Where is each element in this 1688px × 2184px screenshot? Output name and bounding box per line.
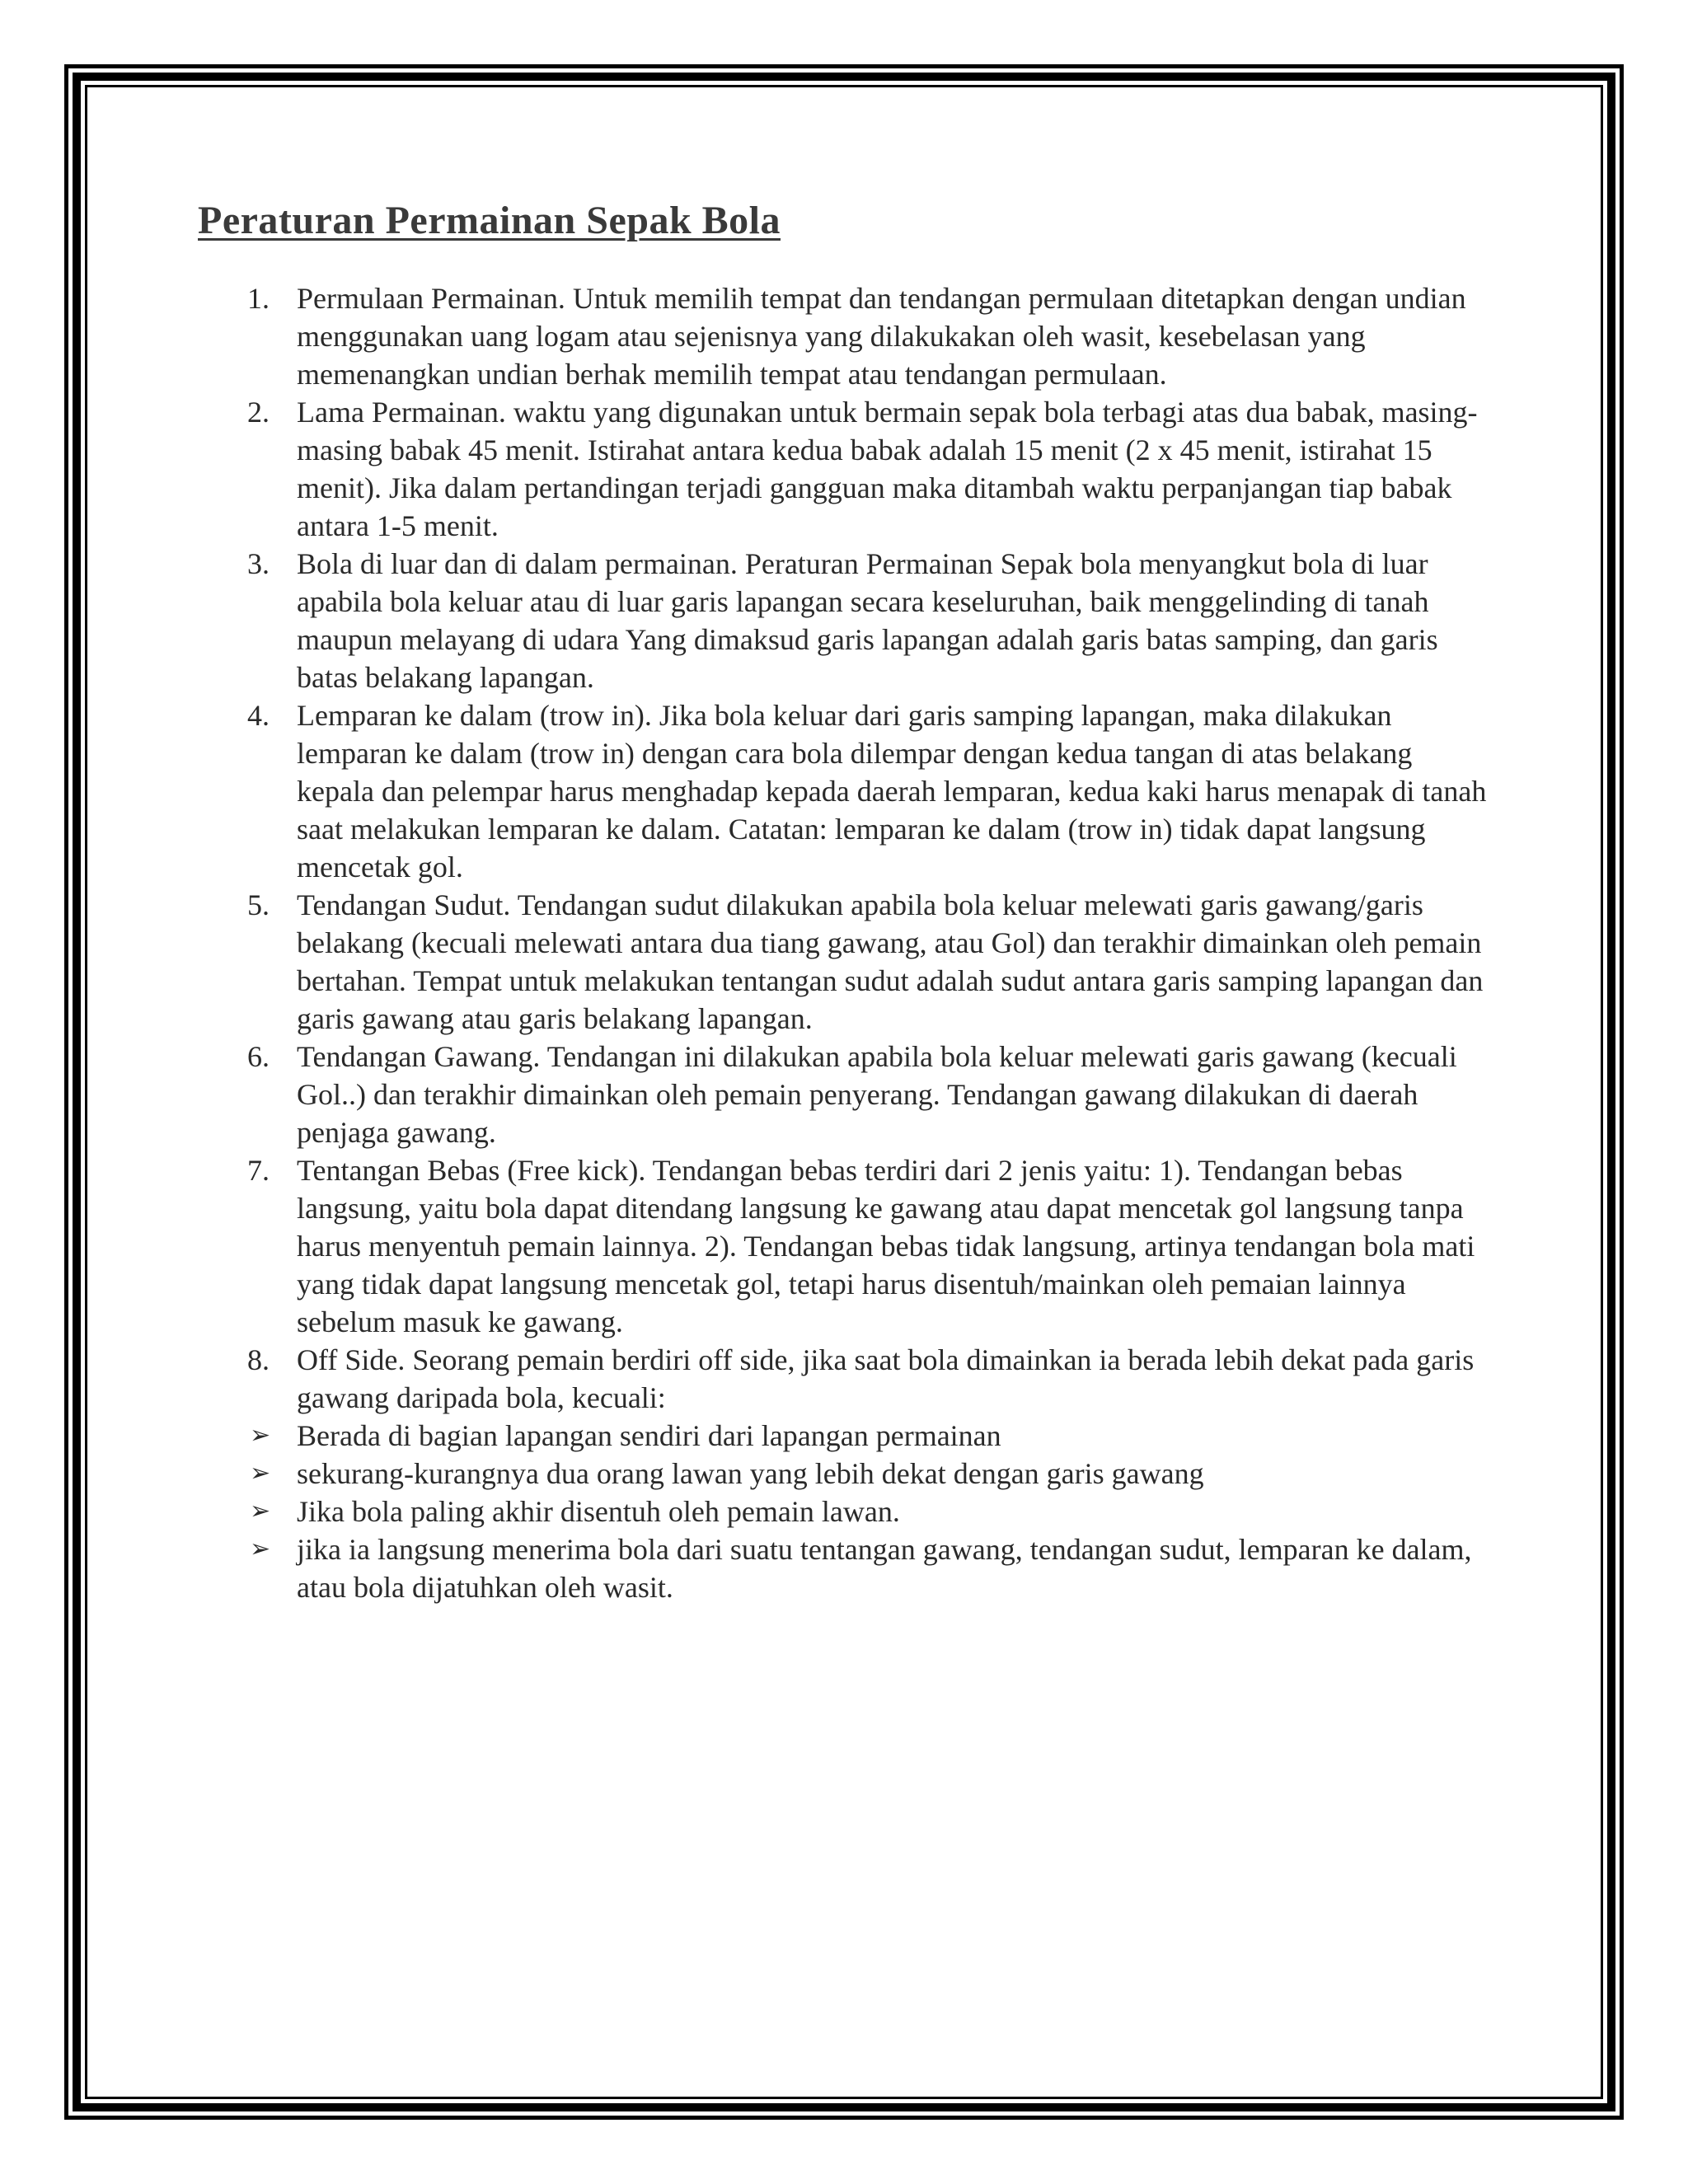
rule-number: 6. [247, 1040, 270, 1073]
rule-text: Off Side. Seorang pemain berdiri off side, jika saat bola dimainkan ia berada lebih dekat pada garis gawang daripada bola, kecuali: [297, 1343, 1475, 1414]
rule-item [198, 1341, 1492, 1417]
rule-item [198, 696, 1492, 886]
document-page [198, 198, 1517, 1606]
rule-item [198, 886, 1492, 1038]
rule-number: 8. [247, 1343, 270, 1376]
document-title: Peraturan Permainan Sepak Bola [198, 199, 781, 242]
rule-number: 5. [247, 888, 270, 921]
arrowhead-bullet-icon: ➢ [250, 1497, 271, 1526]
rule-number: 7. [247, 1154, 270, 1187]
offside-exception-item [198, 1455, 1492, 1493]
offside-exception-text: jika ia langsung menerima bola dari suatu tentangan gawang, tendangan sudut, lemparan ke dalam, atau bola dijatuhkan oleh wasit. [297, 1533, 1472, 1604]
arrowhead-bullet-icon: ➢ [250, 1535, 271, 1563]
rule-text: Tendangan Sudut. Tendangan sudut dilakukan apabila bola keluar melewati garis gawang/garis belakang (kecuali melewati antara dua tiang gawang, atau Gol) dan terakhir dimainkan oleh pemain bertahan. Tempat untuk melakukan tentangan sudut adalah sudut antara garis samping lapangan dan garis gawang atau garis belakang lapangan. [297, 888, 1484, 1035]
rule-text: Permulaan Permainan. Untuk memilih tempat dan tendangan permulaan ditetapkan dengan undian menggunakan uang logam atau sejenisnya yang dilakukakan oleh wasit, kesebelasan yang memenangkan undian berhak memilih tempat atau tendangan permulaan. [297, 282, 1466, 391]
rule-text: Tendangan Gawang. Tendangan ini dilakukan apabila bola keluar melewati garis gawang (kecuali Gol..) dan terakhir dimainkan oleh pemain penyerang. Tendangan gawang dilakukan di daerah penjaga gawang. [297, 1040, 1457, 1149]
rule-text: Tentangan Bebas (Free kick). Tendangan bebas terdiri dari 2 jenis yaitu: 1). Tendangan bebas langsung, yaitu bola dapat ditendang langsung ke gawang atau dapat mencetak gol langsung tanpa harus menyentuh pemain lainnya. 2). Tendangan bebas tidak langsung, artinya tendangan bola mati yang tidak dapat langsung mencetak gol, tetapi harus disentuh/mainkan oleh pemaian lainnya sebelum masuk ke gawang. [297, 1154, 1475, 1338]
rule-item [198, 279, 1492, 393]
rule-number: 2. [247, 396, 270, 429]
rule-number: 4. [247, 699, 270, 732]
rule-number: 1. [247, 282, 270, 315]
offside-exception-text: sekurang-kurangnya dua orang lawan yang lebih dekat dengan garis gawang [297, 1457, 1204, 1490]
arrowhead-bullet-icon: ➢ [250, 1421, 271, 1450]
rule-text: Lama Permainan. waktu yang digunakan untuk bermain sepak bola terbagi atas dua babak, masing-masing babak 45 menit. Istirahat antara kedua babak adalah 15 menit (2 x 45 menit, istirahat 15 menit). Jika dalam pertandingan terjadi gangguan maka ditambah waktu perpanjangan tiap babak antara 1-5 menit. [297, 396, 1478, 542]
rules-list [198, 279, 1517, 1417]
offside-exception-text: Jika bola paling akhir disentuh oleh pemain lawan. [297, 1495, 900, 1528]
rule-item [198, 1038, 1492, 1151]
offside-exception-item [198, 1493, 1492, 1530]
arrowhead-bullet-icon: ➢ [250, 1459, 271, 1488]
rule-item [198, 1151, 1492, 1341]
rule-item [198, 393, 1492, 545]
rule-number: 3. [247, 547, 270, 580]
offside-exception-item [198, 1417, 1492, 1455]
rule-text: Lemparan ke dalam (trow in). Jika bola keluar dari garis samping lapangan, maka dilakukan lemparan ke dalam (trow in) dengan cara bola dilempar dengan kedua tangan di atas belakang kepala dan pelempar harus menghadap kepada daerah lemparan, kedua kaki harus menapak di tanah saat melakukan lemparan ke dalam. Catatan: lemparan ke dalam (trow in) tidak dapat langsung mencetak gol. [297, 699, 1487, 883]
offside-exceptions-list [198, 1417, 1517, 1606]
rule-item [198, 545, 1492, 696]
offside-exception-item [198, 1530, 1492, 1606]
offside-exception-text: Berada di bagian lapangan sendiri dari lapangan permainan [297, 1419, 1001, 1452]
rule-text: Bola di luar dan di dalam permainan. Peraturan Permainan Sepak bola menyangkut bola di luar apabila bola keluar atau di luar garis lapangan secara keseluruhan, baik menggelinding di tanah maupun melayang di udara Yang dimaksud garis lapangan adalah garis batas samping, dan garis batas belakang lapangan. [297, 547, 1438, 694]
